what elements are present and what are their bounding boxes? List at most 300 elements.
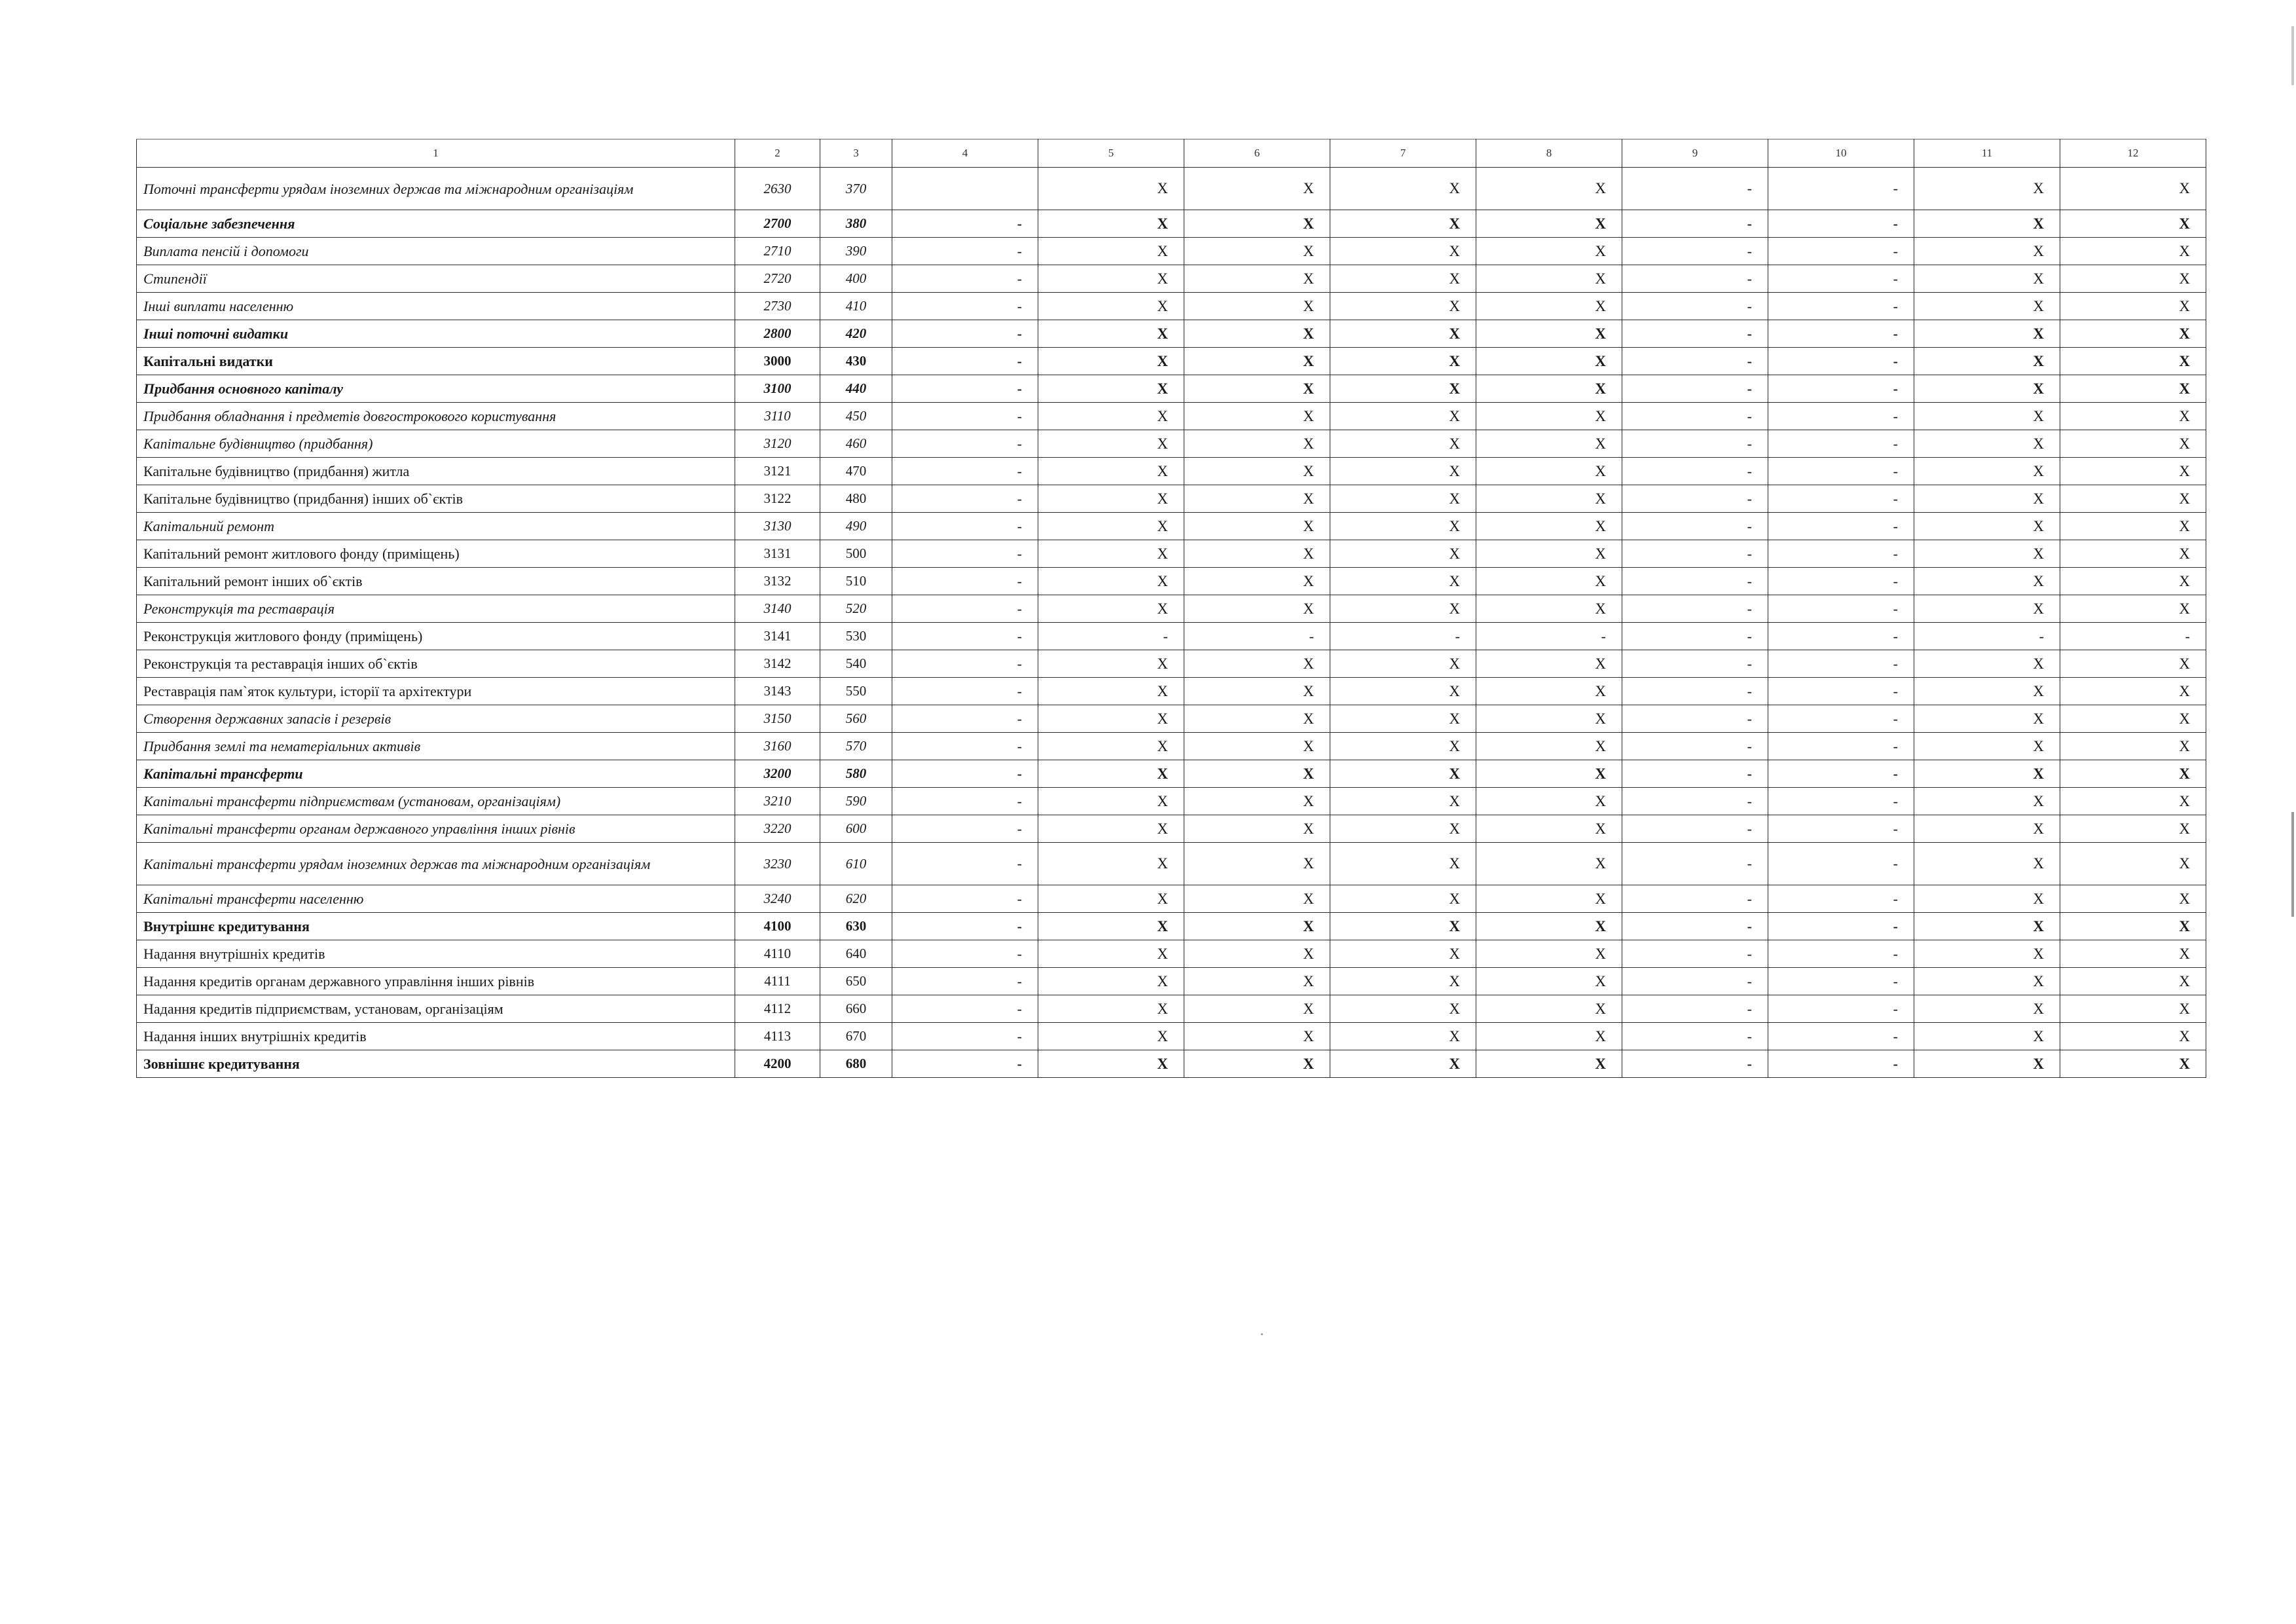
row-name-cell: Капітальні трансферти органам державного управління інших рівнів	[137, 815, 735, 843]
value-cell-col-9: -	[1622, 568, 1768, 595]
line-code-cell: 590	[820, 788, 892, 815]
value-cell-col-7: X	[1330, 320, 1476, 348]
row-name-cell: Придбання обладнання і предметів довгострокового користування	[137, 403, 735, 430]
value-cell-col-7: X	[1330, 1023, 1476, 1050]
value-cell-col-10: -	[1768, 733, 1914, 760]
value-cell-col-7: X	[1330, 650, 1476, 678]
value-cell-col-12: -	[2060, 623, 2206, 650]
value-cell-col-8: X	[1476, 760, 1622, 788]
line-code-cell: 610	[820, 843, 892, 885]
value-cell-col-11: X	[1914, 968, 2060, 995]
value-cell-col-4: -	[892, 650, 1038, 678]
value-cell-col-9: -	[1622, 885, 1768, 913]
value-cell-col-12: X	[2060, 293, 2206, 320]
value-cell-col-11: X	[1914, 595, 2060, 623]
value-cell-col-5: X	[1038, 168, 1184, 210]
value-cell-col-11: X	[1914, 210, 2060, 238]
row-name-cell: Капітальні трансферти	[137, 760, 735, 788]
value-cell-col-8: X	[1476, 788, 1622, 815]
value-cell-col-8: X	[1476, 513, 1622, 540]
column-header-5: 5	[1038, 139, 1184, 168]
value-cell-col-9: -	[1622, 1050, 1768, 1078]
value-cell-col-10: -	[1768, 623, 1914, 650]
value-cell-col-9: -	[1622, 760, 1768, 788]
table-row	[137, 968, 2206, 995]
value-cell-col-4: -	[892, 320, 1038, 348]
value-cell-col-11: X	[1914, 348, 2060, 375]
value-cell-col-4: -	[892, 1050, 1038, 1078]
line-code-cell: 370	[820, 168, 892, 210]
value-cell-col-5: X	[1038, 705, 1184, 733]
column-header-1: 1	[137, 139, 735, 168]
kekv-code-cell: 3200	[735, 760, 820, 788]
line-code-cell: 480	[820, 485, 892, 513]
line-code-cell: 570	[820, 733, 892, 760]
value-cell-col-8: X	[1476, 995, 1622, 1023]
table-row	[137, 733, 2206, 760]
value-cell-col-6: X	[1184, 913, 1330, 940]
kekv-code-cell: 4200	[735, 1050, 820, 1078]
value-cell-col-11: X	[1914, 995, 2060, 1023]
table-row	[137, 430, 2206, 458]
value-cell-col-6: X	[1184, 968, 1330, 995]
column-header-12: 12	[2060, 139, 2206, 168]
value-cell-col-6: X	[1184, 403, 1330, 430]
value-cell-col-12: X	[2060, 940, 2206, 968]
line-code-cell: 460	[820, 430, 892, 458]
value-cell-col-7: X	[1330, 968, 1476, 995]
value-cell-col-12: X	[2060, 168, 2206, 210]
line-code-cell: 470	[820, 458, 892, 485]
line-code-cell: 640	[820, 940, 892, 968]
report-table-container	[136, 139, 2206, 1078]
scan-speck	[1261, 1333, 1263, 1335]
row-name-cell: Інші поточні видатки	[137, 320, 735, 348]
value-cell-col-6: X	[1184, 168, 1330, 210]
value-cell-col-9: -	[1622, 210, 1768, 238]
value-cell-col-11: X	[1914, 430, 2060, 458]
line-code-cell: 550	[820, 678, 892, 705]
value-cell-col-5: X	[1038, 458, 1184, 485]
value-cell-col-11: X	[1914, 540, 2060, 568]
kekv-code-cell: 4112	[735, 995, 820, 1023]
value-cell-col-12: X	[2060, 843, 2206, 885]
value-cell-col-10: -	[1768, 885, 1914, 913]
column-header-10: 10	[1768, 139, 1914, 168]
value-cell-col-7: X	[1330, 760, 1476, 788]
row-name-cell: Капітальні видатки	[137, 348, 735, 375]
value-cell-col-7: X	[1330, 788, 1476, 815]
table-row	[137, 168, 2206, 210]
table-body	[137, 168, 2206, 1078]
kekv-code-cell: 3110	[735, 403, 820, 430]
value-cell-col-10: -	[1768, 265, 1914, 293]
column-header-2: 2	[735, 139, 820, 168]
value-cell-col-11: -	[1914, 623, 2060, 650]
value-cell-col-8: X	[1476, 403, 1622, 430]
value-cell-col-12: X	[2060, 760, 2206, 788]
value-cell-col-11: X	[1914, 168, 2060, 210]
value-cell-col-11: X	[1914, 788, 2060, 815]
value-cell-col-9: -	[1622, 265, 1768, 293]
line-code-cell: 680	[820, 1050, 892, 1078]
kekv-code-cell: 4110	[735, 940, 820, 968]
column-header-3: 3	[820, 139, 892, 168]
value-cell-col-4: -	[892, 788, 1038, 815]
value-cell-col-12: X	[2060, 705, 2206, 733]
value-cell-col-10: -	[1768, 1050, 1914, 1078]
value-cell-col-4: -	[892, 595, 1038, 623]
value-cell-col-11: X	[1914, 885, 2060, 913]
row-name-cell: Капітальні трансферти підприємствам (установам, організаціям)	[137, 788, 735, 815]
value-cell-col-7: X	[1330, 733, 1476, 760]
value-cell-col-11: X	[1914, 320, 2060, 348]
value-cell-col-12: X	[2060, 375, 2206, 403]
table-row	[137, 375, 2206, 403]
kekv-code-cell: 3100	[735, 375, 820, 403]
value-cell-col-8: X	[1476, 293, 1622, 320]
value-cell-col-8: X	[1476, 168, 1622, 210]
value-cell-col-12: X	[2060, 430, 2206, 458]
value-cell-col-4: -	[892, 623, 1038, 650]
value-cell-col-6: X	[1184, 375, 1330, 403]
value-cell-col-6: X	[1184, 815, 1330, 843]
value-cell-col-12: X	[2060, 568, 2206, 595]
value-cell-col-10: -	[1768, 815, 1914, 843]
value-cell-col-10: -	[1768, 485, 1914, 513]
table-row	[137, 678, 2206, 705]
value-cell-col-12: X	[2060, 885, 2206, 913]
value-cell-col-9: -	[1622, 485, 1768, 513]
value-cell-col-10: -	[1768, 458, 1914, 485]
value-cell-col-5: X	[1038, 913, 1184, 940]
value-cell-col-11: X	[1914, 485, 2060, 513]
value-cell-col-9: -	[1622, 705, 1768, 733]
table-row	[137, 760, 2206, 788]
value-cell-col-4: -	[892, 485, 1038, 513]
value-cell-col-7: X	[1330, 940, 1476, 968]
value-cell-col-7: X	[1330, 375, 1476, 403]
table-row	[137, 238, 2206, 265]
kekv-code-cell: 3230	[735, 843, 820, 885]
value-cell-col-5: X	[1038, 348, 1184, 375]
value-cell-col-7: X	[1330, 430, 1476, 458]
value-cell-col-9: -	[1622, 320, 1768, 348]
line-code-cell: 510	[820, 568, 892, 595]
line-code-cell: 630	[820, 913, 892, 940]
column-header-6: 6	[1184, 139, 1330, 168]
value-cell-col-12: X	[2060, 348, 2206, 375]
row-name-cell: Надання кредитів підприємствам, установам, організаціям	[137, 995, 735, 1023]
value-cell-col-9: -	[1622, 513, 1768, 540]
value-cell-col-10: -	[1768, 968, 1914, 995]
value-cell-col-12: X	[2060, 403, 2206, 430]
column-header-9: 9	[1622, 139, 1768, 168]
value-cell-col-5: X	[1038, 733, 1184, 760]
table-row	[137, 485, 2206, 513]
value-cell-col-8: X	[1476, 210, 1622, 238]
value-cell-col-4	[892, 168, 1038, 210]
value-cell-col-11: X	[1914, 375, 2060, 403]
value-cell-col-8: X	[1476, 540, 1622, 568]
value-cell-col-9: -	[1622, 540, 1768, 568]
line-code-cell: 490	[820, 513, 892, 540]
value-cell-col-4: -	[892, 238, 1038, 265]
column-header-7: 7	[1330, 139, 1476, 168]
value-cell-col-4: -	[892, 265, 1038, 293]
line-code-cell: 540	[820, 650, 892, 678]
value-cell-col-5: X	[1038, 760, 1184, 788]
value-cell-col-6: X	[1184, 540, 1330, 568]
value-cell-col-10: -	[1768, 375, 1914, 403]
value-cell-col-11: X	[1914, 733, 2060, 760]
value-cell-col-11: X	[1914, 513, 2060, 540]
value-cell-col-12: X	[2060, 320, 2206, 348]
value-cell-col-5: X	[1038, 843, 1184, 885]
value-cell-col-9: -	[1622, 678, 1768, 705]
table-row	[137, 265, 2206, 293]
table-row	[137, 995, 2206, 1023]
value-cell-col-6: X	[1184, 595, 1330, 623]
value-cell-col-6: X	[1184, 995, 1330, 1023]
value-cell-col-11: X	[1914, 940, 2060, 968]
value-cell-col-8: X	[1476, 843, 1622, 885]
value-cell-col-12: X	[2060, 540, 2206, 568]
value-cell-col-9: -	[1622, 375, 1768, 403]
kekv-code-cell: 3140	[735, 595, 820, 623]
value-cell-col-4: -	[892, 995, 1038, 1023]
value-cell-col-8: X	[1476, 705, 1622, 733]
line-code-cell: 530	[820, 623, 892, 650]
value-cell-col-6: X	[1184, 238, 1330, 265]
value-cell-col-5: X	[1038, 540, 1184, 568]
table-row	[137, 1023, 2206, 1050]
value-cell-col-6: X	[1184, 458, 1330, 485]
table-header	[137, 139, 2206, 168]
value-cell-col-12: X	[2060, 485, 2206, 513]
value-cell-col-9: -	[1622, 403, 1768, 430]
kekv-code-cell: 2720	[735, 265, 820, 293]
row-name-cell: Капітальний ремонт інших об`єктів	[137, 568, 735, 595]
value-cell-col-7: X	[1330, 168, 1476, 210]
row-name-cell: Соціальне забезпечення	[137, 210, 735, 238]
value-cell-col-4: -	[892, 885, 1038, 913]
value-cell-col-7: X	[1330, 885, 1476, 913]
expenditure-report-table	[136, 139, 2206, 1078]
table-row	[137, 348, 2206, 375]
value-cell-col-11: X	[1914, 678, 2060, 705]
value-cell-col-5: X	[1038, 815, 1184, 843]
scan-edge-mark	[2291, 26, 2294, 85]
kekv-code-cell: 3121	[735, 458, 820, 485]
value-cell-col-8: X	[1476, 815, 1622, 843]
value-cell-col-5: X	[1038, 485, 1184, 513]
value-cell-col-7: X	[1330, 540, 1476, 568]
value-cell-col-11: X	[1914, 1023, 2060, 1050]
value-cell-col-12: X	[2060, 458, 2206, 485]
value-cell-col-12: X	[2060, 650, 2206, 678]
value-cell-col-12: X	[2060, 913, 2206, 940]
value-cell-col-8: X	[1476, 1023, 1622, 1050]
value-cell-col-9: -	[1622, 458, 1768, 485]
value-cell-col-4: -	[892, 430, 1038, 458]
line-code-cell: 430	[820, 348, 892, 375]
table-row	[137, 595, 2206, 623]
table-row	[137, 913, 2206, 940]
row-name-cell: Капітальні трансферти населенню	[137, 885, 735, 913]
value-cell-col-8: X	[1476, 568, 1622, 595]
kekv-code-cell: 3210	[735, 788, 820, 815]
value-cell-col-9: -	[1622, 623, 1768, 650]
value-cell-col-12: X	[2060, 733, 2206, 760]
line-code-cell: 660	[820, 995, 892, 1023]
value-cell-col-7: X	[1330, 1050, 1476, 1078]
value-cell-col-9: -	[1622, 293, 1768, 320]
row-name-cell: Реконструкція та реставрація інших об`єктів	[137, 650, 735, 678]
value-cell-col-6: X	[1184, 265, 1330, 293]
value-cell-col-8: X	[1476, 430, 1622, 458]
value-cell-col-12: X	[2060, 265, 2206, 293]
value-cell-col-11: X	[1914, 650, 2060, 678]
value-cell-col-6: X	[1184, 650, 1330, 678]
value-cell-col-10: -	[1768, 168, 1914, 210]
value-cell-col-9: -	[1622, 968, 1768, 995]
value-cell-col-12: X	[2060, 1023, 2206, 1050]
value-cell-col-10: -	[1768, 293, 1914, 320]
value-cell-col-7: X	[1330, 995, 1476, 1023]
value-cell-col-9: -	[1622, 995, 1768, 1023]
column-number-row	[137, 139, 2206, 168]
value-cell-col-10: -	[1768, 595, 1914, 623]
value-cell-col-6: X	[1184, 293, 1330, 320]
value-cell-col-8: X	[1476, 1050, 1622, 1078]
line-code-cell: 380	[820, 210, 892, 238]
row-name-cell: Реконструкція житлового фонду (приміщень)	[137, 623, 735, 650]
value-cell-col-9: -	[1622, 788, 1768, 815]
line-code-cell: 410	[820, 293, 892, 320]
row-name-cell: Поточні трансферти урядам іноземних держав та міжнародним організаціям	[137, 168, 735, 210]
kekv-code-cell: 3122	[735, 485, 820, 513]
value-cell-col-12: X	[2060, 513, 2206, 540]
kekv-code-cell: 2710	[735, 238, 820, 265]
value-cell-col-7: X	[1330, 568, 1476, 595]
value-cell-col-8: X	[1476, 458, 1622, 485]
column-header-8: 8	[1476, 139, 1622, 168]
value-cell-col-5: X	[1038, 940, 1184, 968]
value-cell-col-11: X	[1914, 705, 2060, 733]
row-name-cell: Інші виплати населенню	[137, 293, 735, 320]
row-name-cell: Капітальний ремонт житлового фонду (приміщень)	[137, 540, 735, 568]
value-cell-col-4: -	[892, 705, 1038, 733]
value-cell-col-8: -	[1476, 623, 1622, 650]
value-cell-col-6: X	[1184, 885, 1330, 913]
row-name-cell: Реставрація пам`яток культури, історії та архітектури	[137, 678, 735, 705]
value-cell-col-7: X	[1330, 705, 1476, 733]
value-cell-col-10: -	[1768, 788, 1914, 815]
value-cell-col-9: -	[1622, 430, 1768, 458]
value-cell-col-10: -	[1768, 995, 1914, 1023]
value-cell-col-10: -	[1768, 705, 1914, 733]
table-row	[137, 940, 2206, 968]
line-code-cell: 440	[820, 375, 892, 403]
value-cell-col-5: X	[1038, 678, 1184, 705]
value-cell-col-7: X	[1330, 210, 1476, 238]
kekv-code-cell: 3131	[735, 540, 820, 568]
value-cell-col-11: X	[1914, 843, 2060, 885]
value-cell-col-6: X	[1184, 568, 1330, 595]
value-cell-col-7: X	[1330, 843, 1476, 885]
value-cell-col-11: X	[1914, 238, 2060, 265]
value-cell-col-7: X	[1330, 403, 1476, 430]
row-name-cell: Внутрішнє кредитування	[137, 913, 735, 940]
table-row	[137, 815, 2206, 843]
value-cell-col-4: -	[892, 843, 1038, 885]
value-cell-col-8: X	[1476, 320, 1622, 348]
kekv-code-cell: 3132	[735, 568, 820, 595]
value-cell-col-4: -	[892, 815, 1038, 843]
value-cell-col-5: X	[1038, 788, 1184, 815]
table-row	[137, 885, 2206, 913]
kekv-code-cell: 3240	[735, 885, 820, 913]
kekv-code-cell: 2800	[735, 320, 820, 348]
row-name-cell: Виплата пенсій і допомоги	[137, 238, 735, 265]
line-code-cell: 580	[820, 760, 892, 788]
kekv-code-cell: 3130	[735, 513, 820, 540]
row-name-cell: Стипендії	[137, 265, 735, 293]
value-cell-col-5: X	[1038, 430, 1184, 458]
value-cell-col-11: X	[1914, 568, 2060, 595]
line-code-cell: 650	[820, 968, 892, 995]
value-cell-col-10: -	[1768, 843, 1914, 885]
value-cell-col-6: X	[1184, 1023, 1330, 1050]
value-cell-col-4: -	[892, 210, 1038, 238]
table-row	[137, 705, 2206, 733]
value-cell-col-6: X	[1184, 788, 1330, 815]
table-row	[137, 458, 2206, 485]
value-cell-col-8: X	[1476, 885, 1622, 913]
value-cell-col-5: X	[1038, 265, 1184, 293]
value-cell-col-8: X	[1476, 913, 1622, 940]
value-cell-col-10: -	[1768, 430, 1914, 458]
value-cell-col-4: -	[892, 940, 1038, 968]
value-cell-col-12: X	[2060, 678, 2206, 705]
value-cell-col-5: X	[1038, 513, 1184, 540]
column-header-4: 4	[892, 139, 1038, 168]
line-code-cell: 520	[820, 595, 892, 623]
value-cell-col-7: X	[1330, 265, 1476, 293]
value-cell-col-12: X	[2060, 238, 2206, 265]
value-cell-col-10: -	[1768, 940, 1914, 968]
table-row	[137, 210, 2206, 238]
value-cell-col-9: -	[1622, 650, 1768, 678]
value-cell-col-8: X	[1476, 678, 1622, 705]
value-cell-col-4: -	[892, 293, 1038, 320]
kekv-code-cell: 2630	[735, 168, 820, 210]
value-cell-col-9: -	[1622, 733, 1768, 760]
value-cell-col-4: -	[892, 458, 1038, 485]
value-cell-col-12: X	[2060, 995, 2206, 1023]
line-code-cell: 400	[820, 265, 892, 293]
value-cell-col-5: X	[1038, 238, 1184, 265]
line-code-cell: 620	[820, 885, 892, 913]
value-cell-col-5: X	[1038, 403, 1184, 430]
value-cell-col-5: X	[1038, 595, 1184, 623]
value-cell-col-6: X	[1184, 705, 1330, 733]
table-row	[137, 788, 2206, 815]
value-cell-col-6: X	[1184, 843, 1330, 885]
value-cell-col-8: X	[1476, 375, 1622, 403]
value-cell-col-10: -	[1768, 1023, 1914, 1050]
